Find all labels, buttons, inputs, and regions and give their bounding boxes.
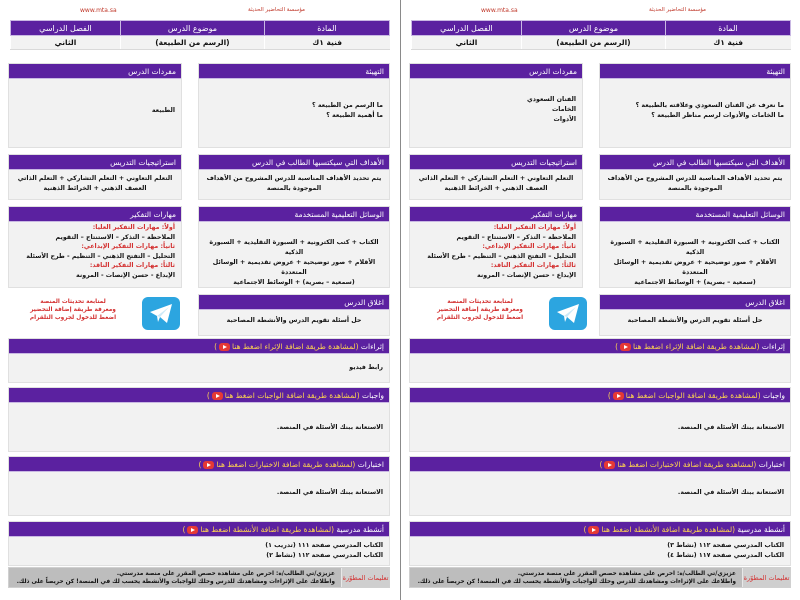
activities-box bbox=[8, 521, 390, 566]
goals-text: يتم تحديد الأهداف المناسبة للدرس المشروح من الأهداف الموجودة بالمنصة bbox=[206, 175, 382, 192]
activity-line: الكتاب المدرسي صفحة ١١٢ (نشاط ٢) bbox=[266, 552, 383, 559]
tests-box bbox=[8, 456, 390, 516]
aids-line: الكتاب + كتب الكترونية + السبورة التقليدية + السبورة الذكية bbox=[610, 239, 780, 256]
instructions-label: تعليمات المطوّرة bbox=[742, 568, 790, 587]
thinking-title: مهارات التفكير bbox=[9, 207, 181, 222]
col-topic: موضوع الدرس bbox=[521, 21, 665, 36]
subject-value: فنية ١ك bbox=[264, 36, 389, 50]
youtube-icon bbox=[620, 343, 631, 351]
enrichment-header bbox=[9, 339, 389, 354]
website-link[interactable]: www.mta.sa bbox=[80, 7, 117, 14]
vocab-item: الخامات bbox=[551, 106, 576, 113]
enrichment-title: إثراءات bbox=[360, 342, 384, 351]
closing-title: اغلاق الدرس bbox=[199, 295, 389, 310]
activity-line: الكتاب المدرسي صفحة ١١٧ (نشاط ٤) bbox=[667, 552, 784, 559]
org-name: مؤسسة التحاضير الحديثة bbox=[248, 7, 305, 13]
tests-header bbox=[9, 457, 389, 472]
homework-text: الاستعانة ببنك الأسئلة في المنصة. bbox=[677, 424, 784, 431]
youtube-icon bbox=[219, 343, 230, 351]
intro-title: التهيئة bbox=[600, 64, 790, 79]
youtube-icon bbox=[604, 461, 615, 469]
tests-help-link[interactable]: (لمشاهدة طريقة اضافة الاختبارات اضغط هنا) bbox=[198, 460, 356, 469]
strategies-line: التعلم التعاوني + التعلم التشاركي + التعلم الذاتي bbox=[418, 175, 574, 182]
aids-title: الوسائل التعليمية المستخدمة bbox=[600, 207, 790, 222]
closing-title: اغلاق الدرس bbox=[600, 295, 790, 310]
thinking-heading: أولاً: مهارات التفكير العليا: bbox=[92, 224, 175, 231]
aids-line: (سمعية – بصرية) + الوسائط الاجتماعية bbox=[634, 279, 756, 286]
homework-title: واجبات bbox=[763, 391, 785, 400]
aids-line: (سمعية – بصرية) + الوسائط الاجتماعية bbox=[233, 279, 355, 286]
col-semester: الفصل الدراسي bbox=[412, 21, 522, 36]
homework-help-link[interactable]: (لمشاهدة طريقة اضافة الواجبات اضغط هنا) bbox=[607, 391, 761, 400]
homework-help-link[interactable]: (لمشاهدة طريقة اضافة الواجبات اضغط هنا) bbox=[206, 391, 360, 400]
thinking-heading: ثالثاً: مهارات التفكير الناقد: bbox=[89, 262, 175, 269]
telegram-icon[interactable] bbox=[549, 297, 587, 330]
thinking-heading: ثالثاً: مهارات التفكير الناقد: bbox=[490, 262, 576, 269]
instructions-line: واطلاعك على الإثراءات ومشاهدتك للدرس وحلك للواجبات والأنشطة يحسب لك في المنصة! كن حريصاً على ذلك. bbox=[417, 579, 736, 585]
thinking-text: الإبداع - حسن الإنصات - المرونة bbox=[76, 271, 175, 279]
instructions-row bbox=[8, 567, 390, 588]
vocab-item: الفنان السعودي bbox=[527, 96, 576, 103]
closing-text: حل أسئلة تقويم الدرس والأنشطة المصاحبة bbox=[627, 317, 763, 324]
instructions-row bbox=[409, 567, 791, 588]
homework-header bbox=[9, 388, 389, 403]
youtube-icon bbox=[187, 526, 198, 534]
thinking-text: الإبداع - حسن الإنصات - المرونة bbox=[477, 271, 576, 279]
instructions-label: تعليمات المطوّرة bbox=[341, 568, 389, 587]
col-topic: موضوع الدرس bbox=[120, 21, 264, 36]
intro-title: التهيئة bbox=[199, 64, 389, 79]
enrichment-help-link[interactable]: (لمشاهدة طريقة اضافة الإثراء اضغط هنا) bbox=[214, 342, 359, 351]
strategies-title: استراتيجيات التدريس bbox=[9, 155, 181, 170]
enrichment-text bbox=[410, 354, 790, 367]
enrichment-text: رابط فيديو bbox=[349, 364, 383, 371]
col-subject: المادة bbox=[264, 21, 389, 36]
thinking-text: التحليل – التفتح الذهني – التنظيم - طرح الأسئلة bbox=[427, 252, 576, 260]
youtube-icon bbox=[588, 526, 599, 534]
activities-header bbox=[9, 522, 389, 537]
vocab-box bbox=[409, 63, 583, 148]
topic-value: (الرسم من الطبيعة) bbox=[521, 36, 665, 50]
activities-help-link[interactable]: (لمشاهدة طريقة اضافة الأنشطة اضغط هنا) bbox=[583, 525, 736, 534]
closing-box bbox=[198, 294, 390, 336]
tests-text: الاستعانة ببنك الأسئلة في المنصة. bbox=[276, 489, 383, 496]
strategies-box bbox=[8, 154, 182, 200]
strategies-box bbox=[409, 154, 583, 200]
youtube-icon bbox=[613, 392, 624, 400]
col-subject: المادة bbox=[665, 21, 790, 36]
goals-box bbox=[599, 154, 791, 200]
closing-box bbox=[599, 294, 791, 336]
activities-help-link[interactable]: (لمشاهدة طريقة اضافة الأنشطة اضغط هنا) bbox=[182, 525, 335, 534]
youtube-icon bbox=[212, 392, 223, 400]
thinking-title: مهارات التفكير bbox=[410, 207, 582, 222]
enrichment-box bbox=[409, 338, 791, 383]
instructions-line: واطلاعك على الإثراءات ومشاهدتك للدرس وحلك للواجبات والأنشطة يحسب لك في المنصة! كن حريصاً على ذلك. bbox=[16, 579, 335, 585]
thinking-heading: ثانياً: مهارات التفكير الإبداعي: bbox=[81, 243, 175, 250]
aids-line: الأقلام + صور توضيحية + عروض تقديمية + الوسائل المتعددة bbox=[212, 259, 376, 276]
goals-title: الأهداف التي سيكتسبها الطالب في الدرس bbox=[199, 155, 389, 170]
telegram-icon[interactable] bbox=[142, 297, 180, 330]
vocab-box bbox=[8, 63, 182, 148]
thinking-box bbox=[409, 206, 583, 288]
telegram-promo[interactable]: لمتابعة تحديثات المنصة ومعرفة طريقة إضافة التحضير اضغط للدخول لجروب التلقرام bbox=[436, 299, 524, 321]
topic-value: (الرسم من الطبيعة) bbox=[120, 36, 264, 50]
youtube-icon bbox=[203, 461, 214, 469]
aids-box bbox=[599, 206, 791, 288]
intro-line: ما الخامات والأدوات لرسم مناظر الطبيعة ؟ bbox=[651, 112, 784, 119]
activity-line: الكتاب المدرسي صفحة ١١١ (تدريب ١) bbox=[265, 542, 383, 549]
lesson-page-right bbox=[401, 0, 800, 600]
tests-header bbox=[410, 457, 790, 472]
goals-text: يتم تحديد الأهداف المناسبة للدرس المشروح من الأهداف الموجودة بالمنصة bbox=[607, 175, 783, 192]
enrichment-header bbox=[410, 339, 790, 354]
tests-help-link[interactable]: (لمشاهدة طريقة اضافة الاختبارات اضغط هنا) bbox=[599, 460, 757, 469]
vocab-title: مفردات الدرس bbox=[410, 64, 582, 79]
lesson-info-table bbox=[10, 20, 390, 50]
strategies-line: العصف الذهني + الخرائط الذهنية bbox=[444, 185, 548, 192]
thinking-heading: أولاً: مهارات التفكير العليا: bbox=[493, 224, 576, 231]
org-name: مؤسسة التحاضير الحديثة bbox=[649, 7, 706, 13]
homework-box bbox=[8, 387, 390, 452]
activity-line: الكتاب المدرسي صفحة ١١٢ (نشاط ٣) bbox=[667, 542, 784, 549]
homework-title: واجبات bbox=[362, 391, 384, 400]
aids-line: الأقلام + صور توضيحية + عروض تقديمية + الوسائل المتعددة bbox=[613, 259, 777, 276]
tests-title: اختبارات bbox=[357, 460, 384, 469]
homework-text: الاستعانة ببنك الأسئلة في المنصة. bbox=[276, 424, 383, 431]
tests-title: اختبارات bbox=[758, 460, 785, 469]
intro-line: ما الرسم من الطبيعة ؟ bbox=[312, 102, 383, 109]
col-semester: الفصل الدراسي bbox=[11, 21, 121, 36]
lesson-info-table bbox=[411, 20, 791, 50]
thinking-heading: ثانياً: مهارات التفكير الإبداعي: bbox=[482, 243, 576, 250]
subject-value: فنية ١ك bbox=[665, 36, 790, 50]
thinking-text: الملاحظة – التذكر – الاستنتاج – التقويم bbox=[55, 233, 175, 241]
vocab-item: الأدوات bbox=[553, 116, 576, 123]
strategies-line: التعلم التعاوني + التعلم التشاركي + التعلم الذاتي bbox=[17, 175, 173, 182]
activities-header bbox=[410, 522, 790, 537]
vocab-item: الطبيعة bbox=[151, 107, 175, 114]
thinking-box bbox=[8, 206, 182, 288]
instructions-line: عزيزي/تي الطالب/ة: احرص على مشاهدة حصص المقرر على منصة مدرستي. bbox=[116, 571, 335, 577]
closing-text: حل أسئلة تقويم الدرس والأنشطة المصاحبة bbox=[226, 317, 362, 324]
intro-line: ما أهمية الطبيعة ؟ bbox=[326, 112, 383, 119]
activities-box bbox=[409, 521, 791, 566]
strategies-title: استراتيجيات التدريس bbox=[410, 155, 582, 170]
goals-title: الأهداف التي سيكتسبها الطالب في الدرس bbox=[600, 155, 790, 170]
enrichment-title: إثراءات bbox=[761, 342, 785, 351]
intro-line: ما نعرف عن الفنان السعودي وعلاقته بالطبيعة ؟ bbox=[635, 102, 784, 109]
thinking-text: التحليل – التفتح الذهني – التنظيم - طرح الأسئلة bbox=[26, 252, 175, 260]
activities-title: أنشطة مدرسية bbox=[737, 525, 785, 534]
enrichment-box bbox=[8, 338, 390, 383]
vocab-title: مفردات الدرس bbox=[9, 64, 181, 79]
tests-box bbox=[409, 456, 791, 516]
enrichment-help-link[interactable]: (لمشاهدة طريقة اضافة الإثراء اضغط هنا) bbox=[615, 342, 760, 351]
semester-value: الثاني bbox=[11, 36, 121, 50]
activities-title: أنشطة مدرسية bbox=[336, 525, 384, 534]
intro-box bbox=[198, 63, 390, 148]
semester-value: الثاني bbox=[412, 36, 522, 50]
homework-header bbox=[410, 388, 790, 403]
tests-text: الاستعانة ببنك الأسئلة في المنصة. bbox=[677, 489, 784, 496]
aids-title: الوسائل التعليمية المستخدمة bbox=[199, 207, 389, 222]
website-link[interactable]: www.mta.sa bbox=[481, 7, 518, 14]
aids-box bbox=[198, 206, 390, 288]
aids-line: الكتاب + كتب الكترونية + السبورة التقليدية + السبورة الذكية bbox=[209, 239, 379, 256]
strategies-line: العصف الذهني + الخرائط الذهنية bbox=[43, 185, 147, 192]
instructions-line: عزيزي/تي الطالب/ة: احرص على مشاهدة حصص المقرر على منصة مدرستي. bbox=[517, 571, 736, 577]
intro-box bbox=[599, 63, 791, 148]
homework-box bbox=[409, 387, 791, 452]
goals-box bbox=[198, 154, 390, 200]
telegram-promo[interactable]: لمتابعة تحديثات المنصة ومعرفة طريقة إضافة التحضير اضغط للدخول لجروب التلقرام bbox=[29, 299, 117, 321]
thinking-text: الملاحظة – التذكر – الاستنتاج – التقويم bbox=[456, 233, 576, 241]
